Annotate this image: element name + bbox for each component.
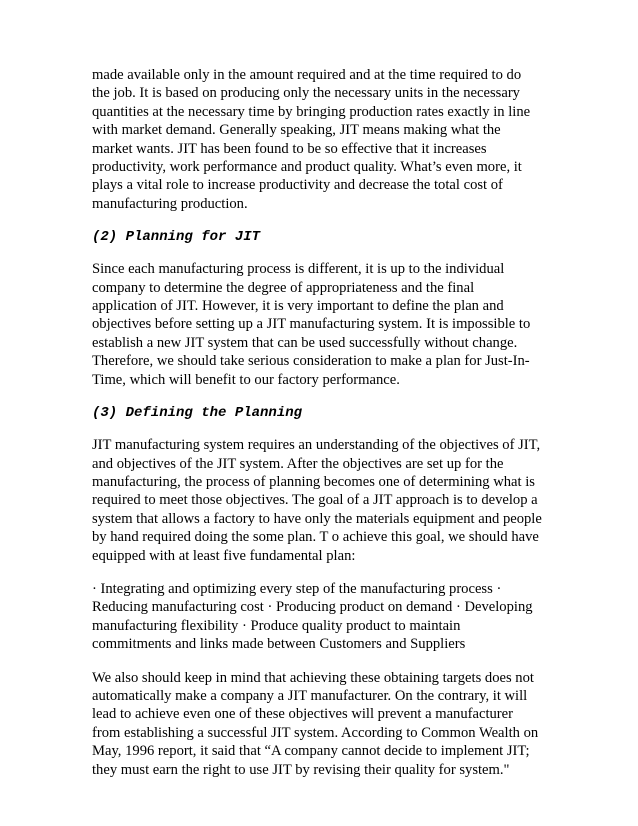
section-heading-planning-for-jit: (2) Planning for JIT <box>92 229 261 246</box>
text-line: commitments and links made between Customers and Suppliers <box>92 636 466 653</box>
text-line: with market demand. Generally speaking, JIT means making what the <box>92 122 501 139</box>
paragraph-planning-for-jit <box>92 260 550 389</box>
text-line: from establishing a successful JIT system. According to Common Wealth on <box>92 724 539 741</box>
text-line: lead to achieve even one of these objectives will prevent a manufacturer <box>92 706 514 723</box>
text-line: automatically make a company a JIT manufacturer. On the contrary, it will <box>92 687 528 704</box>
paragraph-fundamental-plan-list <box>92 580 550 654</box>
text-line: manufacturing flexibility · Produce quality product to maintain <box>92 617 461 634</box>
text-line: equipped with at least five fundamental plan: <box>92 547 356 564</box>
paragraph-jit-definition <box>92 66 550 213</box>
text-line: application of JIT. However, it is very important to define the plan and <box>92 298 504 315</box>
text-line: they must earn the right to use JIT by revising their quality for system." <box>92 761 510 778</box>
text-line: productivity, work performance and product quality. What’s even more, it <box>92 159 522 176</box>
text-line: quantities at the necessary time by bringing production rates exactly in line <box>92 103 531 120</box>
paragraph-jit-manufacturer-note <box>92 669 550 779</box>
text-line: Time, which will benefit to our factory performance. <box>92 371 400 388</box>
text-line: May, 1996 report, it said that “A company cannot decide to implement JIT; <box>92 743 530 760</box>
text-line: by hand required doing the some plan. T o achieve this goal, we should have <box>92 529 539 546</box>
text-line: company to determine the degree of appropriateness and the final <box>92 279 475 296</box>
text-line: system that allows a factory to have only the materials equipment and people <box>92 510 542 527</box>
text-line: Reducing manufacturing cost · Producing product on demand · Developing <box>92 599 533 616</box>
text-line: objectives before setting up a JIT manufacturing system. It is impossible to <box>92 316 531 333</box>
text-line: plays a vital role to increase productivity and decrease the total cost of <box>92 177 503 194</box>
text-line: manufacturing production. <box>92 195 248 212</box>
text-line: Therefore, we should take serious consideration to make a plan for Just-In- <box>92 353 530 370</box>
text-line: manufacturing, the process of planning becomes one of determining what is <box>92 473 535 490</box>
paragraph-defining-the-planning <box>92 436 550 565</box>
text-line: establish a new JIT system that can be used successfully without change. <box>92 334 518 351</box>
text-line: · Integrating and optimizing every step of the manufacturing process · <box>92 580 502 597</box>
text-line: required to meet those objectives. The goal of a JIT approach is to develop a <box>92 492 538 509</box>
text-line: We also should keep in mind that achieving these obtaining targets does not <box>92 669 534 686</box>
text-line: and objectives of the JIT system. After the objectives are set up for the <box>92 455 504 472</box>
text-line: Since each manufacturing process is different, it is up to the individual <box>92 261 505 278</box>
text-line: market wants. JIT has been found to be so effective that it increases <box>92 140 487 157</box>
section-heading-defining-the-planning: (3) Defining the Planning <box>92 405 303 422</box>
text-line: the job. It is based on producing only the necessary units in the necessary <box>92 85 520 102</box>
text-line: made available only in the amount required and at the time required to do <box>92 67 522 83</box>
document-body <box>92 66 550 779</box>
text-line: JIT manufacturing system requires an understanding of the objectives of JIT, <box>92 437 541 454</box>
